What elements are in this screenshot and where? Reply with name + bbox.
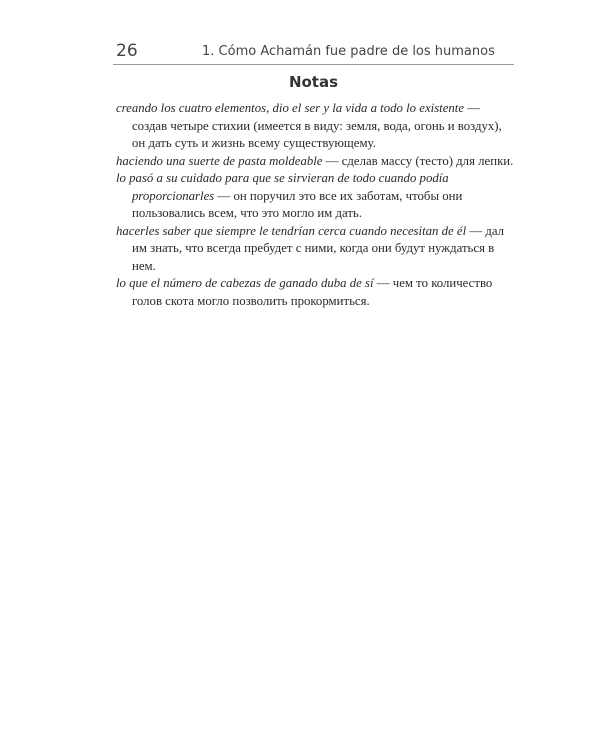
notes-list xyxy=(116,100,516,310)
page-number: 26 xyxy=(116,41,138,61)
section-title: Notas xyxy=(288,73,339,91)
note-translation: он поручил это все их заботам, чтобы они пользовались всем, что это могло им дать. xyxy=(132,188,463,220)
note-dash: — xyxy=(373,276,393,290)
note-translation: сделав массу (тесто) для лепки. xyxy=(341,153,514,168)
note-item xyxy=(116,275,516,310)
note-translation: создав четыре стихии (имеется в виду: земля, вода, огонь и воздух), он дать суть и жизнь всему существующему. xyxy=(132,118,502,150)
page-header xyxy=(113,40,514,65)
running-title: 1. Cómo Achamán fue padre de los humanos xyxy=(202,44,495,59)
note-item xyxy=(116,153,516,171)
note-term: hacerles saber que siempre le tendrían cerca cuando necesitan de él xyxy=(116,223,467,238)
note-item xyxy=(116,170,516,223)
note-item xyxy=(116,100,516,153)
note-translation: дал им знать, что всегда пребудет с ними, когда они будут нуждаться в нем. xyxy=(132,223,505,273)
note-translation: чем то количество голов скота могло позволить прокормиться. xyxy=(132,276,493,308)
note-term: creando los cuatro elementos, dio el ser y la vida a todo lo existente xyxy=(116,101,465,115)
note-dash: — xyxy=(214,188,234,203)
note-dash: — xyxy=(464,101,481,115)
note-dash: — xyxy=(322,153,342,168)
note-term: haciendo una suerte de pasta moldeable xyxy=(116,153,323,168)
note-term: lo que el número de cabezas de ganado duba de sí xyxy=(116,276,374,290)
note-term: lo pasó a su cuidado para que se sirvieran de todo cuando podía proporcionarles xyxy=(116,171,449,203)
note-dash: — xyxy=(466,223,486,238)
note-item xyxy=(116,223,516,276)
